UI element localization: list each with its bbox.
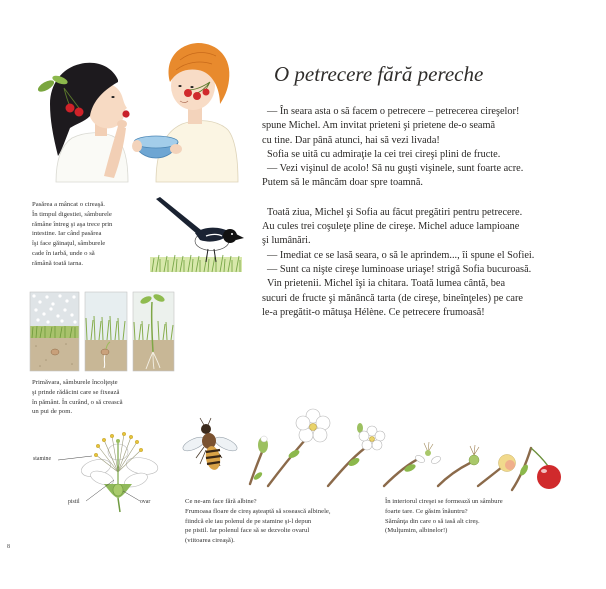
cherry-in-mouth	[122, 110, 129, 117]
children-illustration	[36, 43, 238, 182]
stage-ripening-fruit	[499, 455, 516, 472]
page-number: 8	[7, 544, 10, 550]
story-line: le-a pregătit-o mătuşa Hélène. Ce petrecere frumoasă!	[262, 306, 485, 318]
story-line: — Vezi vişinul de acolo! Să nu guşti vişinele, sunt foarte acre.	[267, 163, 524, 175]
bee-illustration	[181, 418, 239, 471]
story-line: — Imediat ce se lasă seara, o să le aprindem..., îi spune el Sofiei.	[267, 249, 535, 261]
seed-sprouting-panel	[85, 292, 127, 371]
bird-caption	[32, 200, 112, 269]
caption-line: cade în iarbă, unde o să	[32, 249, 95, 257]
bees-caption	[185, 497, 331, 546]
story-line: sucuri de fructe şi mănâncă tarta (de cireşe, bineînţeles) pe care	[262, 292, 524, 304]
caption-line: fiindcă ele iau polenul de pe stamine şi-l depun	[185, 517, 312, 525]
stage-wilting-flower	[414, 442, 442, 465]
story-line: Vin prietenii. Michel îşi ia chitara. Toată lumea cântă, bea	[267, 278, 506, 290]
caption-line: un pui de pom.	[32, 408, 73, 416]
stage-small-fruit	[469, 445, 479, 465]
story-line: — În seara asta o să facem o petrecere – petrecerea cireşelor!	[267, 106, 520, 117]
spring-caption	[32, 378, 123, 417]
caption-line: Primăvara, sâmburele încolţeşte	[32, 379, 118, 386]
story-paragraph-2	[262, 206, 534, 320]
seed-winter-panel	[30, 292, 79, 371]
caption-line: În interiorul cireşei se formează un sâmbure	[385, 498, 503, 505]
caption-line: În timpul digestiei, sâmburele	[32, 210, 112, 218]
caption-line: în pământ. În curând, o să crească	[32, 398, 123, 406]
story-text	[262, 105, 534, 320]
seedling-panel	[133, 292, 174, 371]
caption-line: (viitoarea cireaşă).	[185, 537, 235, 545]
magpie-illustration	[150, 197, 244, 272]
caption-line: şi prinde rădăcini care se fixează	[32, 388, 120, 396]
seed-caption	[385, 497, 503, 536]
girl-figure	[36, 63, 129, 182]
ovary-label: ovar	[140, 499, 151, 505]
pistil-label: pistil	[68, 499, 80, 505]
story-line: Putem să le mâncăm doar spre toamnă.	[262, 177, 423, 189]
caption-line: Pasărea a mâncat o cireaşă.	[32, 201, 105, 208]
story-line: spune Michel. Am invitat prieteni şi prietene de-o seamă	[262, 120, 496, 132]
caption-line: pe pistil. Iar polenul face să se dezvolte ovarul	[185, 527, 310, 535]
caption-line: Ce ne-am face fără albine?	[185, 498, 257, 505]
caption-line: (Mulţumim, albinelor!)	[385, 527, 448, 535]
caption-line: îşi face găinaţul, sâmburele	[32, 240, 106, 248]
story-line: — Sunt ca nişte cireşe luminoase uriaşe! strigă Sofia bucuroasă.	[267, 263, 532, 275]
story-line: Toată ziua, Michel şi Sofia au făcut pregătiri pentru petrecere.	[267, 206, 523, 218]
seed	[51, 349, 59, 355]
caption-line: Sămânţa din care o să iasă alt cireş.	[385, 517, 480, 525]
magpie-tail	[156, 197, 201, 234]
caption-line: Frumoasa floare de cireş aşteaptă să sosească albinele,	[185, 507, 331, 515]
caption-line: intestine. Iar când pasărea	[32, 230, 102, 238]
stage-bud	[258, 436, 268, 453]
story-line: cu tine. Dar până atunci, hai să vezi livada!	[262, 134, 440, 146]
magpie-head	[223, 229, 237, 243]
story-line: Sofia se uită cu admiraţie la cei trei cireşi plini de fructe.	[267, 148, 501, 160]
sprouting-seed	[101, 349, 109, 355]
caption-line: rămână toată iarna.	[32, 259, 84, 267]
stage-flower	[357, 423, 385, 450]
story-line: Au cules trei coşuleţe pline de cireşe. Michel aduce lampioane	[262, 221, 520, 233]
stamens-label: stamine	[33, 456, 52, 462]
story-line: şi lumânări.	[262, 235, 311, 247]
ovary	[113, 484, 123, 496]
cherry-growth-sequence	[250, 409, 561, 490]
stage-open-flower	[296, 409, 330, 442]
caption-line: foarte tare. Ce găsim înăuntru?	[385, 507, 468, 515]
boy-figure	[132, 43, 238, 182]
story-paragraph-1	[262, 105, 534, 191]
stage-ripe-cherry	[531, 448, 561, 489]
caption-line: rămâne întreg şi aşa trece prin	[32, 220, 113, 228]
page-title: O petrecere fără pereche	[274, 62, 484, 86]
